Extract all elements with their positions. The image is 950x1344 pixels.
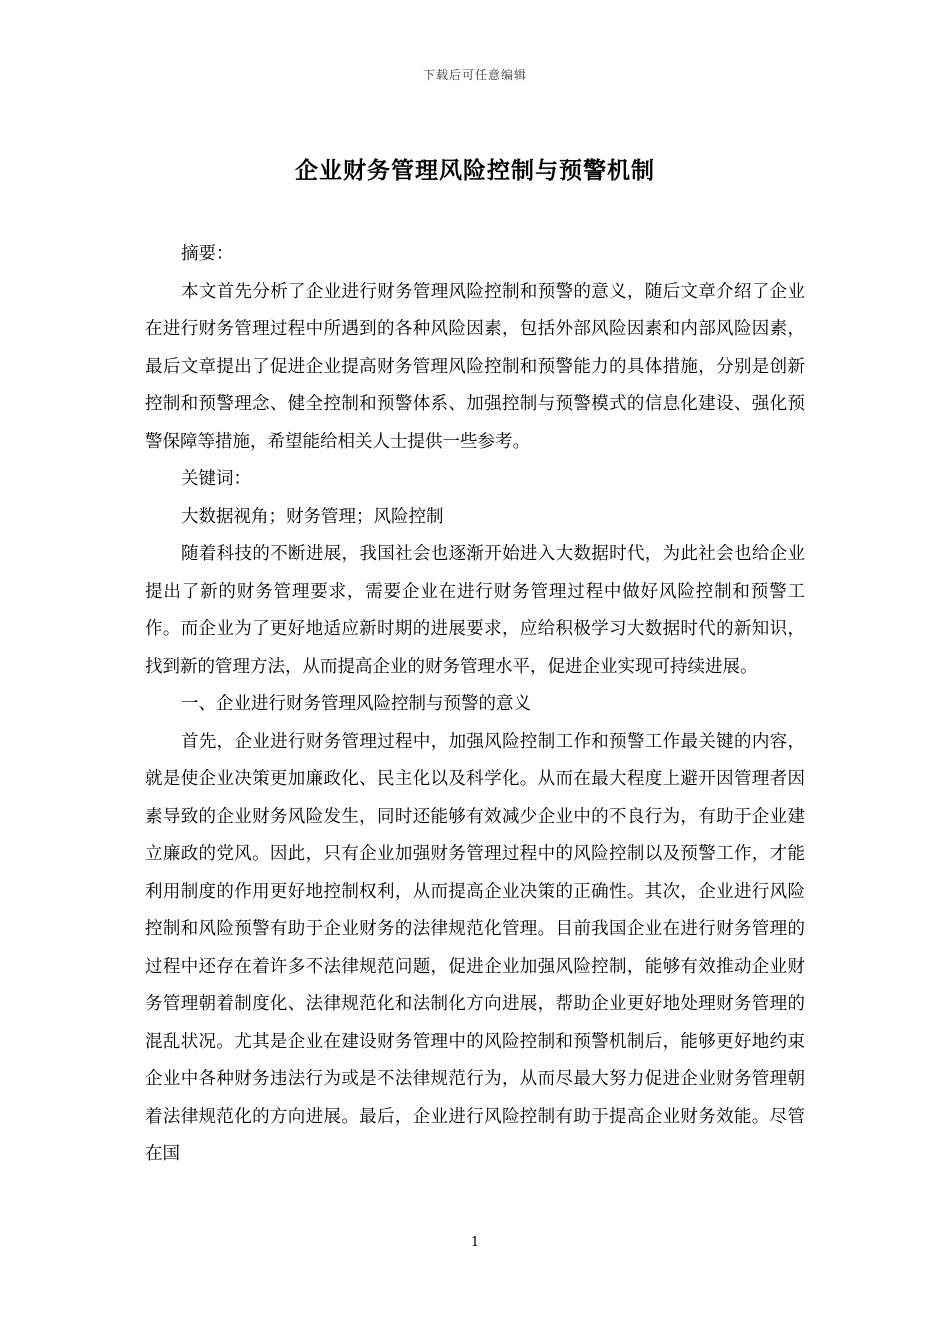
section-1-heading: 一、企业进行财务管理风险控制与预警的意义 — [181, 694, 531, 714]
page-header-note: 下载后可任意编辑 — [422, 68, 527, 82]
intro-paragraph: 随着科技的不断进展，我国社会也逐渐开始进入大数据时代，为此社会也给企业提出了新的财务管理要求，需要企业在进行财务管理过程中做好风险控制和预警工作。而企业为了更好地适应新时期的进展要求，应给积极学习大数据时代的新知识，找到新的管理方法，从而提高企业的财务管理水平，促进企业实现可持续进展。 — [145, 544, 805, 677]
page-number: 1 — [470, 1235, 480, 1250]
section-1-paragraph: 首先，企业进行财务管理过程中，加强风险控制工作和预警工作最关键的内容，就是使企业决策更加廉政化、民主化以及科学化。从而在最大程度上避开因管理者因素导致的企业财务风险发生，同时还能够有效减少企业中的不良行为，有助于企业建立廉政的党风。因此，只有企业加强财务管理过程中的风险控制以及预警工作，才能利用制度的作用更好地控制权利，从而提高企业决策的正确性。其次，企业进行风险控制和风险预警有助于企业财务的法律规范化管理。目前我国企业在进行财务管理的过程中还存在着许多不法律规范问题，促进企业加强风险控制，能够有效推动企业财务管理朝着制度化、法律规范化和法制化方向进展，帮助企业更好地处理财务管理的混乱状况。尤其是企业在建设财务管理中的风险控制和预警机制后，能够更好地约束企业中各种财务违法行为或是不法律规范行为，从而尽最大努力促进企业财务管理朝着法律规范化的方向进展。最后，企业进行风险控制有助于提高企业财务效能。尽管在国 — [145, 731, 805, 1164]
document-body — [145, 236, 805, 1174]
keywords-paragraph: 大数据视角；财务管理；风险控制 — [181, 506, 444, 527]
document-title: 企业财务管理风险控制与预警机制 — [295, 158, 655, 184]
abstract-heading: 摘要： — [181, 244, 234, 264]
keywords-heading: 关键词： — [181, 469, 251, 489]
abstract-paragraph: 本文首先分析了企业进行财务管理风险控制和预警的意义，随后文章介绍了企业在进行财务管理过程中所遇到的各种风险因素，包括外部风险因素和内部风险因素，最后文章提出了促进企业提高财务管理风险控制和预警能力的具体措施，分别是创新控制和预警理念、健全控制和预警体系、加强控制与预警模式的信息化建设、强化预警保障等措施，希望能给相关人士提供一些参考。 — [145, 281, 805, 452]
